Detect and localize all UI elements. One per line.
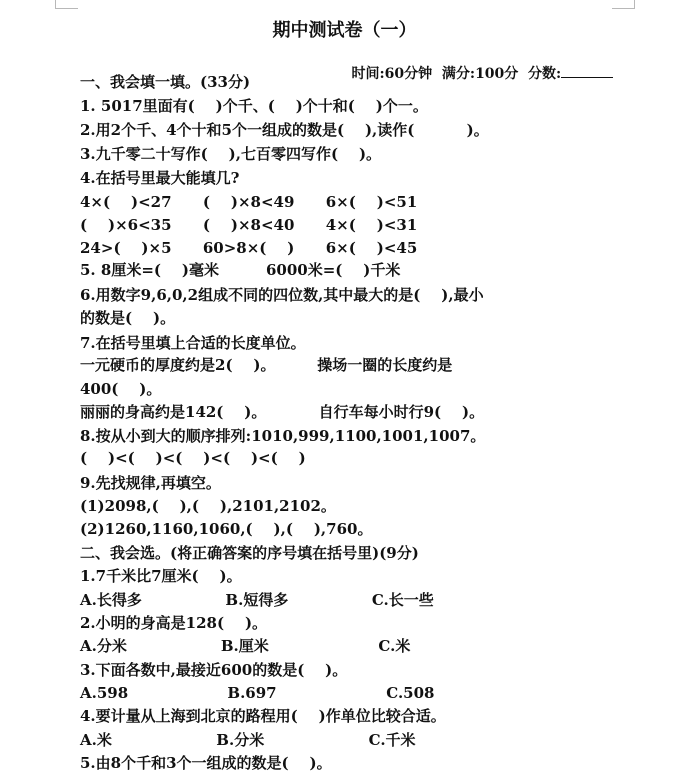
question-line: 24>( )×5 60>8×( ) 6×( )<45: [80, 239, 418, 257]
question-line: (1)2098,( ),( ),2101,2102。: [80, 497, 336, 515]
question-line: 2.小明的身高是128( )。: [80, 614, 268, 632]
question-line: 9.先找规律,再填空。: [80, 474, 221, 492]
question-line: 1. 5017里面有( )个千、( )个十和( )个一。: [80, 97, 428, 115]
question-line: 4.要计量从上海到北京的路程用( )作单位比较合适。: [80, 707, 446, 725]
question-line: ( )<( )<( )<( )<( ): [80, 449, 306, 467]
section-heading: 一、我会填一填。(33分): [80, 73, 251, 91]
question-line: 1.7千米比7厘米( )。: [80, 567, 242, 585]
score-blank: [561, 63, 613, 78]
question-line: 8.按从小到大的顺序排列:1010,999,1100,1001,1007。: [80, 427, 486, 445]
question-line: 丽丽的身高约是142( )。 自行车每小时行9( )。: [80, 403, 485, 421]
exam-meta: [332, 47, 613, 99]
page-title: 期中测试卷（一）: [272, 20, 417, 41]
question-line: 一元硬币的厚度约是2( )。 操场一圈的长度约是: [80, 356, 453, 374]
question-line: A.分米 B.厘米 C.米: [80, 637, 411, 655]
question-line: 的数是( )。: [80, 309, 176, 327]
question-line: A.米 B.分米 C.千米: [80, 731, 416, 749]
section-heading: 二、我会选。(将正确答案的序号填在括号里)(9分): [80, 544, 419, 562]
question-line: 5.由8个千和3个一组成的数是( )。: [80, 754, 332, 772]
question-line: A.长得多 B.短得多 C.长一些: [80, 591, 434, 609]
question-line: 400( )。: [80, 380, 162, 398]
exam-meta-text: 时间:60分钟 满分:100分 分数:: [351, 66, 562, 82]
question-line: 2.用2个千、4个十和5个一组成的数是( ),读作( )。: [80, 121, 489, 139]
question-line: 5. 8厘米=( )毫米 6000米=( )千米: [80, 261, 401, 279]
question-line: 4.在括号里最大能填几?: [80, 169, 240, 187]
question-line: ( )×6<35 ( )×8<40 4×( )<31: [80, 216, 418, 234]
crop-mark-top-right: [612, 0, 635, 9]
question-line: A.598 B.697 C.508: [80, 684, 435, 702]
question-line: 6.用数字9,6,0,2组成不同的四位数,其中最大的是( ),最小: [80, 286, 484, 304]
crop-mark-top-left: [55, 0, 78, 9]
question-line: 4×( )<27 ( )×8<49 6×( )<51: [80, 193, 418, 211]
question-line: 7.在括号里填上合适的长度单位。: [80, 334, 306, 352]
question-line: (2)1260,1160,1060,( ),( ),760。: [80, 520, 373, 538]
question-line: 3.下面各数中,最接近600的数是( )。: [80, 661, 348, 679]
question-line: 3.九千零二十写作( ),七百零四写作( )。: [80, 145, 382, 163]
